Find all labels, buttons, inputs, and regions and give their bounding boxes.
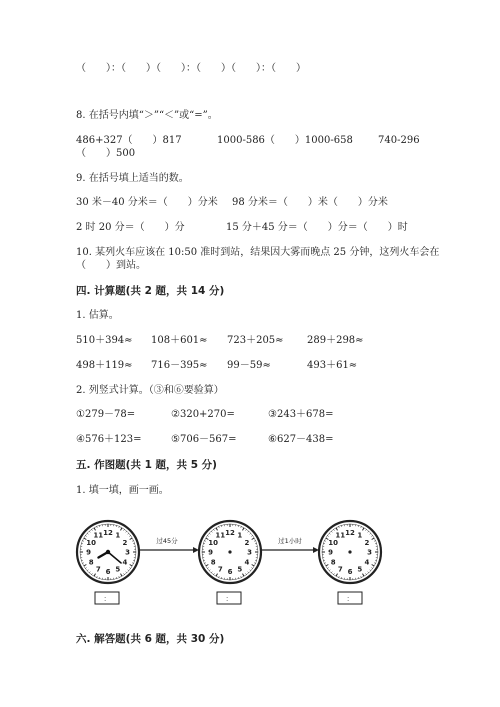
clock-number: 10 <box>208 538 218 547</box>
q9-row1-a: 30 米－40 分米＝（ ）分米 <box>76 197 218 208</box>
calc-item: ②320+270= <box>171 409 235 420</box>
clock-number: 7 <box>95 565 101 574</box>
section4-heading: 四. 计算题(共 2 题，共 14 分) <box>76 285 225 297</box>
clock-number: 2 <box>364 538 370 547</box>
clock-number: 5 <box>115 565 121 574</box>
calc-item: ④576＋123= <box>76 434 142 445</box>
calc-item: ①279－78= <box>76 409 136 420</box>
clock-number: 1 <box>115 531 121 540</box>
section6-heading: 六. 解答题(共 6 题，共 30 分) <box>76 633 225 645</box>
time-box-2-colon: ： <box>225 595 233 603</box>
clock-number: 5 <box>237 565 243 574</box>
clock-number: 7 <box>217 565 223 574</box>
q8-item-1: 486+327（ ）817 <box>76 135 182 146</box>
clock-center <box>348 550 351 553</box>
q8-item-3-tail: （ ）500 <box>76 148 136 159</box>
est-item: 99－59≈ <box>227 360 271 371</box>
clock-number: 9 <box>208 548 213 557</box>
est-item: 510＋394≈ <box>76 335 133 346</box>
arrow-1-label: 过45分 <box>156 537 178 545</box>
q9-row1-b: 98 分米＝（ ）米（ ）分米 <box>232 197 388 208</box>
clock-start <box>77 521 139 583</box>
clock-number: 4 <box>364 558 370 567</box>
est-item: 723＋205≈ <box>227 335 284 346</box>
clock-diagram <box>0 510 500 610</box>
clock-center <box>106 550 110 554</box>
clock-number: 5 <box>357 565 363 574</box>
est-item: 716－395≈ <box>151 360 208 371</box>
clock-number: 2 <box>122 538 128 547</box>
est-item: 289＋298≈ <box>307 335 364 346</box>
clock-number: 11 <box>215 531 226 540</box>
est-item: 493＋61≈ <box>307 360 358 371</box>
calc-item: ⑤706－567= <box>171 434 237 445</box>
clock-number: 12 <box>345 529 355 538</box>
clock-number: 7 <box>337 565 343 574</box>
q8-title: 8. 在括号内填“＞”“＜”或“=”。 <box>76 110 218 121</box>
clock-number: 12 <box>225 529 235 538</box>
clock-number: 3 <box>125 548 130 557</box>
draw-title: 1. 填一填，画一画。 <box>76 485 169 496</box>
clock-number: 4 <box>244 558 250 567</box>
clock-number: 8 <box>330 558 336 567</box>
clock-number: 10 <box>86 538 96 547</box>
clock-number: 4 <box>122 558 128 567</box>
section5-heading: 五. 作图题(共 1 题，共 5 分) <box>76 459 217 471</box>
clock-number: 11 <box>93 531 104 540</box>
clock-number: 8 <box>210 558 216 567</box>
clock-number: 8 <box>88 558 94 567</box>
clock-end <box>319 521 381 583</box>
clock-number: 2 <box>244 538 250 547</box>
q9-title: 9. 在括号填上适当的数。 <box>76 173 189 184</box>
clock-number: 10 <box>328 538 338 547</box>
est-item: 498＋119≈ <box>76 360 133 371</box>
q10-line1: 10. 某列火车应该在 10:50 准时到站，结果因大雾而晚点 25 分钟，这列火车会在 <box>76 247 440 258</box>
clock-number: 3 <box>367 548 372 557</box>
calc-title: 2. 列竖式计算。（③和⑥要验算） <box>76 385 224 396</box>
q8-item-3: 740-296 <box>378 135 420 146</box>
calc-item: ⑥627－438= <box>268 434 334 445</box>
clock-middle <box>199 521 261 583</box>
est-title: 1. 估算。 <box>76 310 119 321</box>
time-box-3-colon: ： <box>346 595 354 603</box>
clock-number: 6 <box>347 568 353 577</box>
clock-number: 6 <box>227 568 233 577</box>
clock-number: 1 <box>357 531 363 540</box>
q10-line2: （ ）到站。 <box>76 260 146 271</box>
q9-row2-a: 2 时 20 分＝（ ）分 <box>76 222 185 233</box>
time-box-1-colon: ： <box>103 595 111 603</box>
q8-item-2: 1000-586（ ）1000-658 <box>217 135 353 146</box>
clock-number: 6 <box>105 568 111 577</box>
clock-number: 9 <box>86 548 91 557</box>
clock-number: 12 <box>103 529 113 538</box>
clock-number: 1 <box>237 531 243 540</box>
est-item: 108＋601≈ <box>151 335 208 346</box>
clock-number: 11 <box>335 531 346 540</box>
clock-center <box>228 550 231 553</box>
arrow-2-label: 过1小时 <box>278 537 302 545</box>
ratio-row: （ ）：（ ）（ ）：（ ）（ ）：（ ） <box>76 63 306 74</box>
q9-row2-b: 15 分＋45 分＝（ ）分＝（ ）时 <box>226 222 408 233</box>
clock-number: 3 <box>247 548 252 557</box>
clock-number: 9 <box>328 548 333 557</box>
calc-item: ③243＋678= <box>268 409 334 420</box>
